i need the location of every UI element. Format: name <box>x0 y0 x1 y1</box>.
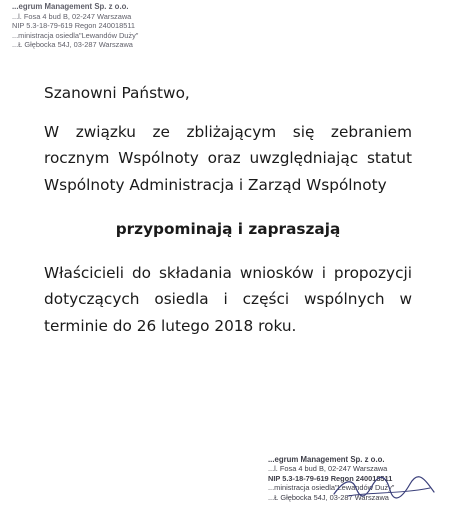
stamp-nip-regon: NIP 5.3-18-79-619 Regon 240018511 <box>12 21 135 31</box>
stamp-office-address: ...Ł Głębocka 54J, 03-287 Warszawa <box>268 492 389 502</box>
paragraph-announcement: W związku ze zbliżającym się zebraniem rocznym Wspólnoty oraz uwzględniając statut Wspólnoty Administracja i Zarząd Wspólnoty <box>44 122 412 194</box>
stamp-company-name: ...egrum Management Sp. z o.o. <box>268 455 385 464</box>
stamp-company-name: ...egrum Management Sp. z o.o. <box>12 2 129 11</box>
letter-body <box>44 80 412 339</box>
company-stamp-top <box>12 2 172 50</box>
stamp-nip-regon: NIP 5.3-18-79-619 Regon 240018511 <box>268 473 393 483</box>
stamp-administration: ...ministracja osiedla"Lewandów Duży" <box>268 483 395 493</box>
stamp-administration: ...ministracja osiedla"Lewandów Duży" <box>12 30 139 40</box>
salutation: Szanowni Państwo, <box>44 84 190 102</box>
stamp-address: ...l. Fosa 4 bud B, 02-247 Warszawa <box>12 11 132 21</box>
emphasis-heading: przypominają i zapraszają <box>115 220 341 238</box>
paragraph-deadline: Właścicieli do składania wniosków i propozycji dotyczących osiedla i części wspólnych w terminie do 26 lutego 2018 roku. <box>44 263 412 335</box>
stamp-address: ...l. Fosa 4 bud B, 02-247 Warszawa <box>268 464 388 474</box>
handwritten-signature <box>330 470 440 504</box>
stamp-office-address: ...Ł Głębocka 54J, 03-287 Warszawa <box>12 40 133 50</box>
